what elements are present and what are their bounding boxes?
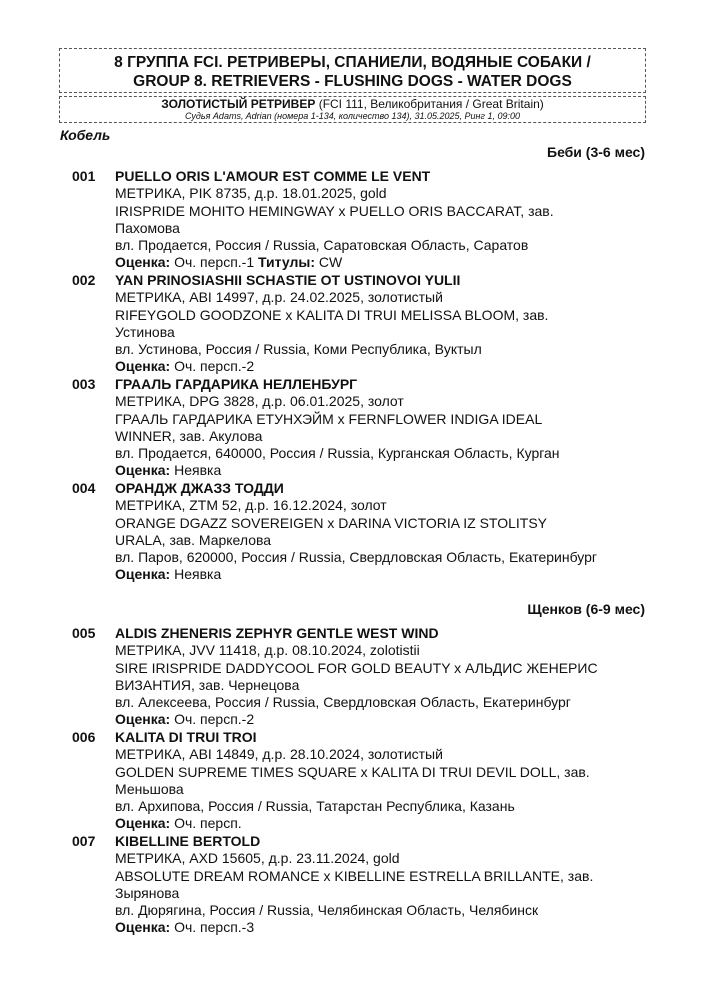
- parents-line-cont: Устинова: [115, 323, 175, 340]
- score-value: Оч. персп.-2: [174, 358, 255, 375]
- score-label: Оценка:: [115, 358, 171, 375]
- owner-line: вл. Продается, Россия / Russia, Саратовская Область, Саратов: [115, 237, 529, 254]
- score-label: Оценка:: [115, 919, 171, 936]
- class-heading: Беби (3-6 мес): [547, 144, 645, 160]
- score-line: [115, 254, 652, 271]
- score-value: Оч. персп.-2: [174, 711, 255, 728]
- parents-line: IRISPRIDE MOHITO HEMINGWAY x PUELLO ORIS BACCARAT, зав.: [115, 202, 554, 219]
- entry-body: [115, 272, 652, 376]
- pedigree-line: МЕТРИКА, ABI 14849, д.р. 28.10.2024, золотистый: [115, 746, 443, 763]
- entry-number: 001: [72, 168, 96, 184]
- entry-body: [115, 625, 652, 729]
- parents-line: ORANGE DGAZZ SOVEREIGEN x DARINA VICTORIA IZ STOLITSY: [115, 514, 548, 531]
- owner-line: вл. Паров, 620000, Россия / Russia, Свердловская Область, Екатеринбург: [115, 549, 598, 566]
- entry-body: [115, 480, 652, 584]
- entry-body: [115, 168, 652, 272]
- score-label: Оценка:: [115, 254, 171, 271]
- owner-line: вл. Алексеева, Россия / Russia, Свердловская Область, Екатеринбург: [115, 694, 571, 711]
- score-value: Неявка: [174, 462, 222, 479]
- owner-line: вл. Продается, 640000, Россия / Russia, Курганская Область, Курган: [115, 445, 560, 462]
- score-label: Оценка:: [115, 566, 171, 583]
- dog-name: PUELLO ORIS L'AMOUR EST COMME LE VENT: [115, 168, 431, 184]
- breed-name: ЗОЛОТИСТЫЙ РЕТРИВЕР: [161, 97, 316, 111]
- entry-body: [115, 376, 652, 480]
- parents-line-cont: ВИЗАНТИЯ, зав. Чернецова: [115, 676, 300, 693]
- dog-name: ALDIS ZHENERIS ZEPHYR GENTLE WEST WIND: [115, 625, 439, 641]
- sex-label: Кобель: [60, 127, 111, 143]
- entry-number: 007: [72, 833, 96, 849]
- parents-line-cont: WINNER, зав. Акулова: [115, 427, 263, 444]
- score-line: [115, 566, 652, 583]
- owner-line: вл. Устинова, Россия / Russia, Коми Республика, Вуктыл: [115, 341, 482, 358]
- parents-line: RIFEYGOLD GOODZONE x KALITA DI TRUI MELISSA BLOOM, зав.: [115, 306, 549, 323]
- parents-line-cont: Меньшова: [115, 780, 184, 797]
- score-line: [115, 711, 652, 728]
- entry-number: 004: [72, 480, 96, 496]
- parents-line-cont: Зырянова: [115, 884, 180, 901]
- parents-line-cont: Пахомова: [115, 219, 180, 236]
- dog-name: KALITA DI TRUI TROI: [115, 729, 257, 745]
- dog-name: ГРААЛЬ ГАРДАРИКА НЕЛЛЕНБУРГ: [115, 376, 358, 392]
- pedigree-line: МЕТРИКА, DPG 3828, д.р. 06.01.2025, золот: [115, 393, 404, 410]
- parents-line: ГРААЛЬ ГАРДАРИКА ЕТУНХЭЙМ x FERNFLOWER INDIGA IDEAL: [115, 410, 543, 427]
- entry-body: [115, 729, 652, 833]
- score-value: Неявка: [174, 566, 222, 583]
- entry-number: 003: [72, 376, 96, 392]
- pedigree-line: МЕТРИКА, ABI 14997, д.р. 24.02.2025, золотистый: [115, 289, 443, 306]
- dog-name: YAN PRINOSIASHII SCHASTIE OT USTINOVOI YULII: [115, 272, 461, 288]
- pedigree-line: МЕТРИКА, JVV 11418, д.р. 08.10.2024, zolotistii: [115, 642, 420, 659]
- owner-line: вл. Архипова, Россия / Russia, Татарстан Республика, Казань: [115, 798, 515, 815]
- score-value: Оч. персп.-1: [174, 254, 255, 271]
- pedigree-line: МЕТРИКА, ZTM 52, д.р. 16.12.2024, золот: [115, 497, 387, 514]
- entry-number: 006: [72, 729, 96, 745]
- dog-name: KIBELLINE BERTOLD: [115, 833, 261, 849]
- group-title-ru: 8 ГРУППА FCI. РЕТРИВЕРЫ, СПАНИЕЛИ, ВОДЯНЫЕ СОБАКИ /: [114, 54, 591, 71]
- breed-info: (FCI 111, Великобритания / Great Britain): [315, 97, 544, 111]
- score-line: [115, 462, 652, 479]
- score-line: [115, 815, 652, 832]
- breed-title: [60, 98, 645, 111]
- group-header-box: [59, 48, 646, 93]
- score-line: [115, 358, 652, 375]
- breed-header-box: [59, 96, 646, 123]
- entry-number: 005: [72, 625, 96, 641]
- titles-value: CW: [318, 254, 343, 271]
- score-label: Оценка:: [115, 462, 171, 479]
- parents-line: ABSOLUTE DREAM ROMANCE x KIBELLINE ESTRELLA BRILLANTE, зав.: [115, 867, 594, 884]
- score-label: Оценка:: [115, 711, 171, 728]
- dog-name: ОРАНДЖ ДЖАЗЗ ТОДДИ: [115, 480, 284, 496]
- class-heading: Щенков (6-9 мес): [527, 601, 645, 617]
- owner-line: вл. Дюрягина, Россия / Russia, Челябинская Область, Челябинск: [115, 902, 539, 919]
- score-line: [115, 919, 652, 936]
- parents-line: SIRE IRISPRIDE DADDYCOOL FOR GOLD BEAUTY x АЛЬДИС ЖЕНЕРИС: [115, 659, 598, 676]
- score-value: Оч. персп.: [174, 815, 242, 832]
- parents-line: GOLDEN SUPREME TIMES SQUARE x KALITA DI TRUI DEVIL DOLL, зав.: [115, 763, 590, 780]
- score-value: Оч. персп.-3: [174, 919, 255, 936]
- parents-line-cont: URALA, зав. Маркелова: [115, 531, 272, 548]
- judge-line: Судья Adams, Adrian (номера 1-134, количество 134), 31.05.2025, Ринг 1, 09:00: [185, 111, 520, 121]
- score-label: Оценка:: [115, 815, 171, 832]
- entry-number: 002: [72, 272, 96, 288]
- pedigree-line: МЕТРИКА, AXD 15605, д.р. 23.11.2024, gold: [115, 850, 400, 867]
- group-title-en: GROUP 8. RETRIEVERS - FLUSHING DOGS - WATER DOGS: [133, 73, 572, 90]
- entry-body: [115, 833, 652, 937]
- titles-label: Титулы:: [258, 254, 315, 271]
- pedigree-line: МЕТРИКА, PIK 8735, д.р. 18.01.2025, gold: [115, 185, 387, 202]
